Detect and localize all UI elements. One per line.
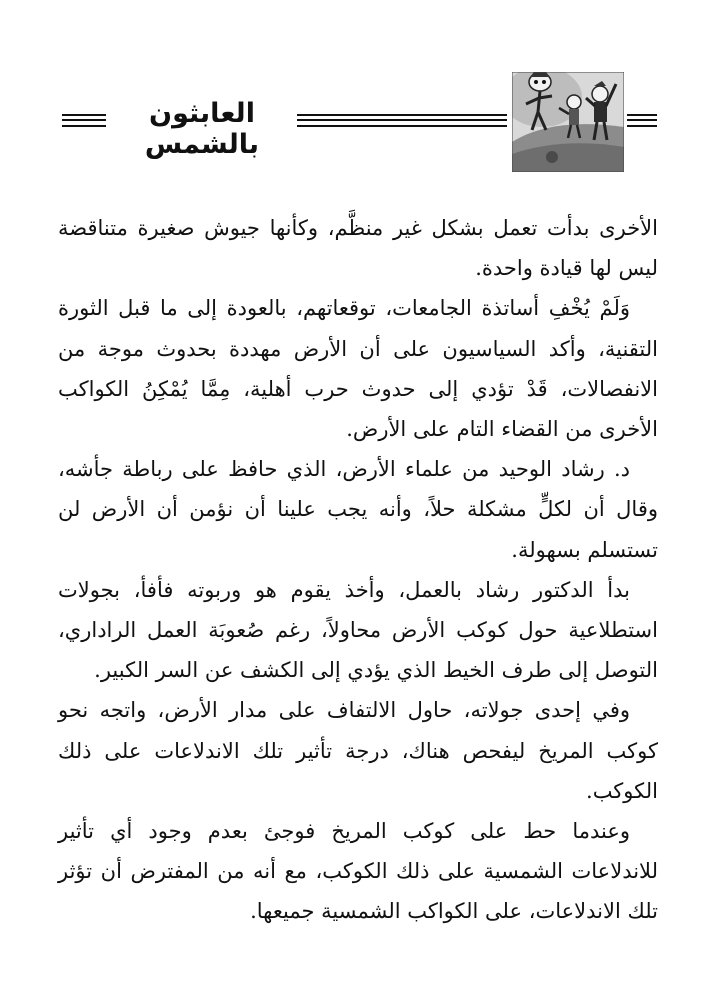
decorative-rule-middle [297,114,507,127]
paragraph: وعندما حط على كوكب المريخ فوجئ بعدم وجود أي تأثير للاندلاعات الشمسية على ذلك الكوكب، مع أنه من المفترض أن تؤثر تلك الاندلاعات، على الكواكب الشمسية جميعها. [58,819,658,924]
cartoon-illustration [512,72,624,172]
paragraph: د. رشاد الوحيد من علماء الأرض، الذي حافظ على رباطة جأشه، وقال أن لكلٍّ مشكلة حلاً، وأنه يجب علينا أن نؤمن أن الأرض لن تستسلم بسهولة. [58,457,658,562]
decorative-rule-right [627,114,657,127]
paragraph: وفي إحدى جولاته، حاول الالتفاف على مدار الأرض، واتجه نحو كوكب المريخ ليفحص هناك، درجة تأثير تلك الاندلاعات على ذلك الكوكب. [58,698,658,803]
paragraph: وَلَمْ يُخْفِ أساتذة الجامعات، توقعاتهم، بالعودة إلى ما قبل الثورة التقنية، وأكد السياسيون على أن الأرض مهددة بحدوث موجة من الانفصالات، قَدْ تؤدي إلى حدوث حرب أهلية، مِمَّا يُمْكِنُ الكواكب الأخرى من القضاء التام على الأرض. [58,296,658,442]
page-header [0,0,720,190]
paragraph: بدأ الدكتور رشاد بالعمل، وأخذ يقوم هو وربوته فأفأ، بجولات استطلاعية حول كوكب الأرض محاولاً، رغم صُعوبَة العمل الراداري، التوصل إلى طرف الخيط الذي يؤدي إلى الكشف عن السر الكبير. [58,577,658,683]
page-title: العابثون بالشمس [144,98,260,160]
paragraph: الأخرى بدأت تعمل بشكل غير منظَّم، وكأنها جيوش صغيرة متناقضة ليس لها قيادة واحدة. [58,216,658,281]
article-body [58,208,658,932]
decorative-rule-left [62,114,106,127]
